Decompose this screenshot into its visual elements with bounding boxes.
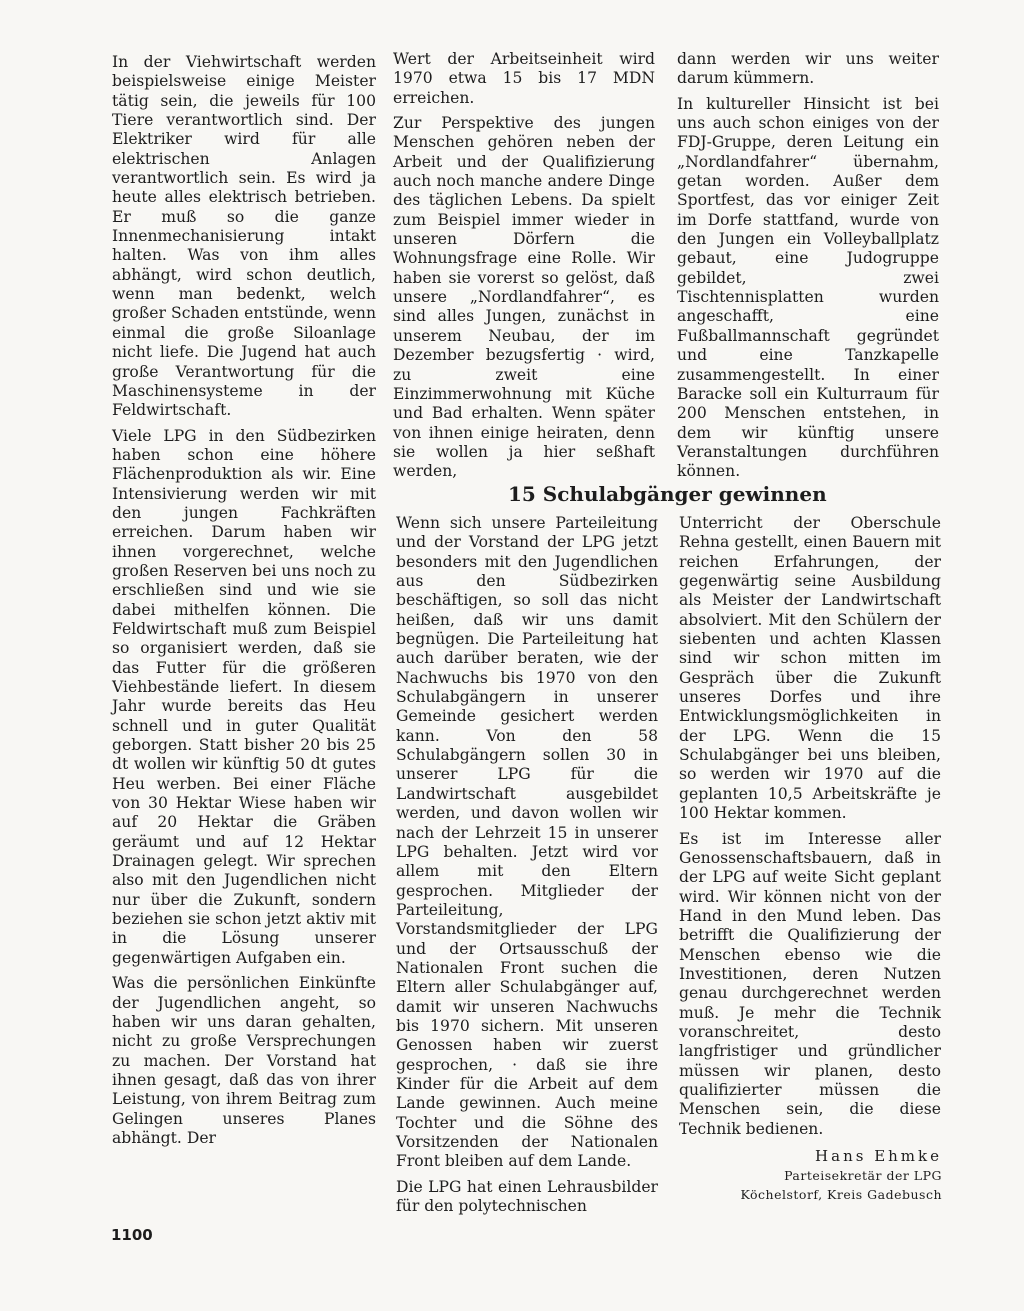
paragraph: In kultureller Hinsicht ist bei uns auch schon einiges von der FDJ-Gruppe, deren Leitung ein „Nordlandfahrer“ übernahm, getan worden. Außer dem Sportfest, das vor einiger Zeit im Dorfe stattfand, wurde von den Jungen ein Volleyballplatz gebaut, eine Judogruppe gebildet, zwei Tischtennisplatten wurden angeschafft, eine Fußballmannschaft gegründet und eine Tanzkapelle zusammengestellt. In einer Baracke soll ein Kulturraum für 200 Menschen entstehen, in dem wir künftig unsere Veranstaltungen durchführen können. bbox=[677, 94, 939, 481]
author-name: Hans Ehmke bbox=[815, 1147, 942, 1165]
paragraph: Die LPG hat einen Lehrausbilder für den polytechnischen bbox=[396, 1177, 658, 1216]
author-signature bbox=[678, 1147, 942, 1204]
author-role: Parteisekretär der LPG bbox=[784, 1168, 942, 1183]
article-column-1 bbox=[112, 53, 376, 1148]
paragraph: Was die persönlichen Einkünfte der Jugendlichen angeht, so haben wir uns daran gehalten, nicht zu große Versprechungen zu machen. Der Vorstand hat ihnen gesagt, daß das von ihrer Leistung, von ihrem Beitrag zum Gelingen unseres Planes abhängt. Der bbox=[112, 974, 376, 1147]
article-column-3-top bbox=[677, 50, 939, 482]
paragraph: Unterricht der Oberschule Rehna gestellt, einen Bauern mit reichen Erfahrungen, der gegenwärtig seine Ausbildung als Meister der Landwirtschaft absolviert. Mit den Schülern der siebenten und achten Klassen sind wir schon mitten im Gespräch über die Zukunft unseres Dorfes und ihre Entwicklungsmöglichkeiten in der LPG. Wenn die 15 Schulabgänger bei uns bleiben, so werden wir 1970 auf die geplanten 10,5 Arbeitskräfte je 100 Hektar kommen. bbox=[679, 514, 941, 823]
author-place: Köchelstorf, Kreis Gadebusch bbox=[740, 1187, 942, 1202]
paragraph: Zur Perspektive des jungen Menschen gehören neben der Arbeit und der Qualifizierung auch noch manche andere Dinge des täglichen Lebens. Da spielt zum Beispiel immer wieder in unseren Dörfern die Wohnungsfrage eine Rolle. Wir haben sie vorerst so gelöst, daß unsere „Nordlandfahrer“, es sind alles Jungen, zunächst in unserem Neubau, der im Dezember bezugsfertig · wird, zu zweit eine Einzimmerwohnung mit Küche und Bad erhalten. Wenn später von ihnen einige heiraten, denn sie wollen ja hier seßhaft werden, bbox=[393, 114, 655, 481]
paragraph: Viele LPG in den Südbezirken haben schon eine höhere Flächenproduktion als wir. Eine Intensivierung werden wir mit den jungen Fachkräften erreichen. Darum haben wir ihnen vorgerechnet, welche großen Reserven bei uns noch zu erschließen sind und wie sie dabei mithelfen können. Die Feldwirtschaft muß zum Beispiel so organisiert werden, daß sie das Futter für die größeren Viehbestände liefert. In diesem Jahr wurde bereits das Heu schnell und in guter Qualität geborgen. Statt bisher 20 bis 25 dt wollen wir künftig 50 dt gutes Heu werben. Bei einer Fläche von 30 Hektar Wiese haben wir auf 20 Hektar die Gräben geräumt und auf 12 Hektar Drainagen gelegt. Wir sprechen also mit den Jugendlichen nicht nur über die Zukunft, sondern beziehen sie schon jetzt aktiv mit in die Lösung unserer gegenwärtigen Aufgaben ein. bbox=[112, 426, 376, 967]
page-number: 1100 bbox=[111, 1226, 153, 1244]
paragraph: Wenn sich unsere Parteileitung und der Vorstand der LPG jetzt besonders mit den Jugendlichen aus den Südbezirken beschäftigen, so soll das nicht heißen, daß wir uns damit begnügen. Die Parteileitung hat auch darüber beraten, wie der Nachwuchs bis 1970 von den Schulabgängern in unserer Gemeinde gesichert werden kann. Von den 58 Schulabgängern sollen 30 in unserer LPG für die Landwirtschaft ausgebildet werden, und davon wollen wir nach der Lehrzeit 15 in unserer LPG behalten. Jetzt wird vor allem mit den Eltern gesprochen. Mitglieder der Parteileitung, Vorstandsmitglieder der LPG und der Ortsausschuß der Nationalen Front suchen die Eltern aller Schulabgänger auf, damit wir unseren Nachwuchs bis 1970 sichern. Mit unseren Genossen haben wir zuerst gesprochen, · daß sie ihre Kinder für die Arbeit auf dem Lande gewinnen. Auch meine Tochter und die Söhne des Vorsitzenden der Nationalen Front bleiben auf dem Lande. bbox=[396, 514, 658, 1171]
paragraph: Es ist im Interesse aller Genossenschaftsbauern, daß in der LPG auf weite Sicht geplant wird. Wir können nicht von der Hand in den Mund leben. Das betrifft die Qualifizierung der Menschen ebenso wie die Investitionen, deren Nutzen genau durchgerechnet werden muß. Je mehr die Technik voranschreitet, desto langfristiger und gründlicher müssen wir planen, desto qualifizierter müssen die Menschen sein, die diese Technik bedienen. bbox=[679, 829, 941, 1138]
section-heading: 15 Schulabgänger gewinnen bbox=[508, 482, 827, 506]
paragraph: dann werden wir uns weiter darum kümmern. bbox=[677, 50, 939, 88]
paragraph: Wert der Arbeitseinheit wird 1970 etwa 15 bis 17 MDN erreichen. bbox=[393, 50, 655, 107]
article-column-2-bottom bbox=[396, 514, 658, 1216]
article-column-2-top bbox=[393, 50, 655, 482]
paragraph: In der Viehwirtschaft werden beispielsweise einige Meister tätig sein, die jeweils für 100 Tiere verantwortlich sind. Der Elektriker wird für alle elektrischen Anlagen verantwortlich sein. Es wird ja heute alles elektrisch betrieben. Er muß so die ganze Innenmechanisierung intakt halten. Was von ihm alles abhängt, wird schon deutlich, wenn man bedenkt, welch großer Schaden entstünde, wenn einmal die große Siloanlage nicht liefe. Die Jugend hat auch große Verantwortung für die Maschinensysteme in der Feldwirtschaft. bbox=[112, 53, 376, 420]
article-column-3-bottom bbox=[679, 514, 941, 1139]
